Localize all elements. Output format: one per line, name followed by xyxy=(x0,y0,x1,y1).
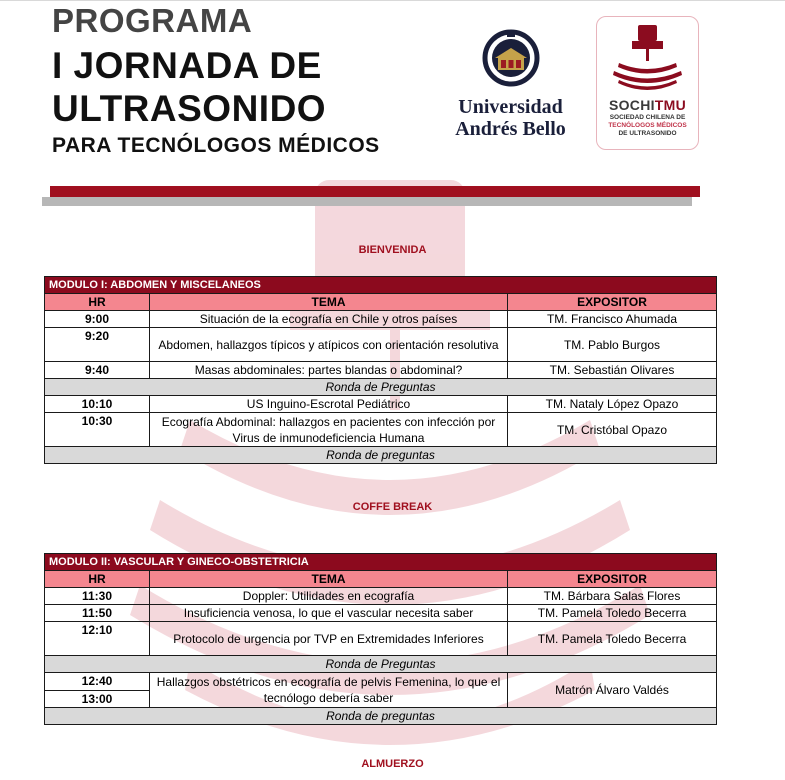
event-subtitle: PARA TECNÓLOGOS MÉDICOS xyxy=(52,134,380,157)
table-row xyxy=(45,605,717,622)
row-hr: 12:10 xyxy=(45,622,150,656)
ronda-row xyxy=(45,656,717,673)
table-row xyxy=(45,396,717,413)
table-row xyxy=(45,328,717,362)
column-expositor: EXPOSITOR xyxy=(508,294,717,311)
row-tema: Situación de la ecografía en Chile y otros países xyxy=(150,311,508,328)
module1-column-headers xyxy=(45,294,717,311)
row-tema: US Inguino-Escrotal Pediátrico xyxy=(150,396,508,413)
row-expositor: TM. Francisco Ahumada xyxy=(508,311,717,328)
row-tema: Masas abdominales: partes blandas o abdominal? xyxy=(150,362,508,379)
sochitmu-name xyxy=(597,97,698,113)
section-coffee-break: COFFE BREAK xyxy=(352,501,433,513)
sochitmu-name-a: SOCHI xyxy=(608,97,655,113)
section-almuerzo: ALMUERZO xyxy=(361,758,424,770)
module2-table xyxy=(44,553,717,725)
section-bienvenida: BIENVENIDA xyxy=(358,244,427,256)
row-hr xyxy=(45,673,150,708)
sochitmu-sub1: SOCIEDAD CHILENA DE xyxy=(609,114,686,121)
column-hr: HR xyxy=(45,294,150,311)
unab-name-line1: Universidad xyxy=(458,96,563,118)
module1-header xyxy=(45,277,717,294)
header-divider-red xyxy=(50,186,700,197)
column-expositor: EXPOSITOR xyxy=(508,571,717,588)
header-divider-gray xyxy=(42,197,692,206)
row-hr: 10:10 xyxy=(45,396,150,413)
row-expositor: TM. Sebastián Olivares xyxy=(508,362,717,379)
row-tema: Doppler: Utilidades en ecografía xyxy=(150,588,508,605)
table-row xyxy=(45,362,717,379)
module2-title: MODULO II: VASCULAR Y GINECO-OBSTETRICIA xyxy=(45,554,717,571)
unab-name-line2: Andrés Bello xyxy=(455,118,566,140)
ronda-label: Ronda de preguntas xyxy=(45,708,717,725)
row-tema: Ecografía Abdominal: hallazgos en pacientes con infección por Virus de inmunodeficiencia Humana xyxy=(150,413,508,447)
ronda-label: Ronda de Preguntas xyxy=(45,656,717,673)
column-tema: TEMA xyxy=(150,294,508,311)
table-row xyxy=(45,311,717,328)
row-expositor: TM. Pamela Toledo Becerra xyxy=(508,622,717,656)
row-tema: Protocolo de urgencia por TVP en Extremidades Inferiores xyxy=(150,622,508,656)
row-expositor: TM. Nataly López Opazo xyxy=(508,396,717,413)
sochitmu-sub2: TECNÓLOGOS MÉDICOS xyxy=(608,122,687,129)
row-hr: 9:00 xyxy=(45,311,150,328)
sochitmu-sub3: DE ULTRASONIDO xyxy=(618,130,677,137)
table-row xyxy=(45,673,717,708)
row-hr: 9:40 xyxy=(45,362,150,379)
column-hr: HR xyxy=(45,571,150,588)
row-expositor: TM. Pablo Burgos xyxy=(508,328,717,362)
row-expositor: TM. Cristóbal Opazo xyxy=(508,413,717,447)
row-tema: Hallazgos obstétricos en ecografía de pelvis Femenina, lo que el tecnólogo debería saber xyxy=(150,673,508,708)
row-hr: 9:20 xyxy=(45,328,150,362)
event-title-line2: ULTRASONIDO xyxy=(52,88,327,129)
table-row xyxy=(45,413,717,447)
top-rule xyxy=(0,0,785,1)
sochitmu-transducer-icon xyxy=(597,17,698,95)
module2-header xyxy=(45,554,717,571)
row-hr-end: 13:00 xyxy=(81,692,113,706)
ronda-row xyxy=(45,379,717,396)
ronda-row xyxy=(45,447,717,464)
table-row xyxy=(45,588,717,605)
row-hr: 11:50 xyxy=(45,605,150,622)
row-tema: Abdomen, hallazgos típicos y atípicos con orientación resolutiva xyxy=(150,328,508,362)
row-expositor: Matrón Álvaro Valdés xyxy=(508,673,717,708)
row-hr: 11:30 xyxy=(45,588,150,605)
sochitmu-subtitle xyxy=(599,114,696,138)
event-title-line1: I JORNADA DE xyxy=(52,45,322,86)
row-hr-start: 12:40 xyxy=(45,673,149,691)
ronda-label: Ronda de preguntas xyxy=(45,447,717,464)
sochitmu-logo xyxy=(596,16,699,150)
column-tema: TEMA xyxy=(150,571,508,588)
row-expositor: TM. Bárbara Salas Flores xyxy=(508,588,717,605)
row-expositor: TM. Pamela Toledo Becerra xyxy=(508,605,717,622)
ronda-label: Ronda de Preguntas xyxy=(45,379,717,396)
program-title: PROGRAMA xyxy=(52,2,253,39)
module1-table xyxy=(44,276,717,464)
row-hr: 10:30 xyxy=(45,413,150,447)
module2-column-headers xyxy=(45,571,717,588)
unab-name xyxy=(448,96,573,140)
ronda-row xyxy=(45,708,717,725)
sochitmu-name-b: TMU xyxy=(654,97,687,113)
row-tema: Insuficiencia venosa, lo que el vascular necesita saber xyxy=(150,605,508,622)
table-row xyxy=(45,622,717,656)
module1-title: MODULO I: ABDOMEN Y MISCELANEOS xyxy=(45,277,717,294)
